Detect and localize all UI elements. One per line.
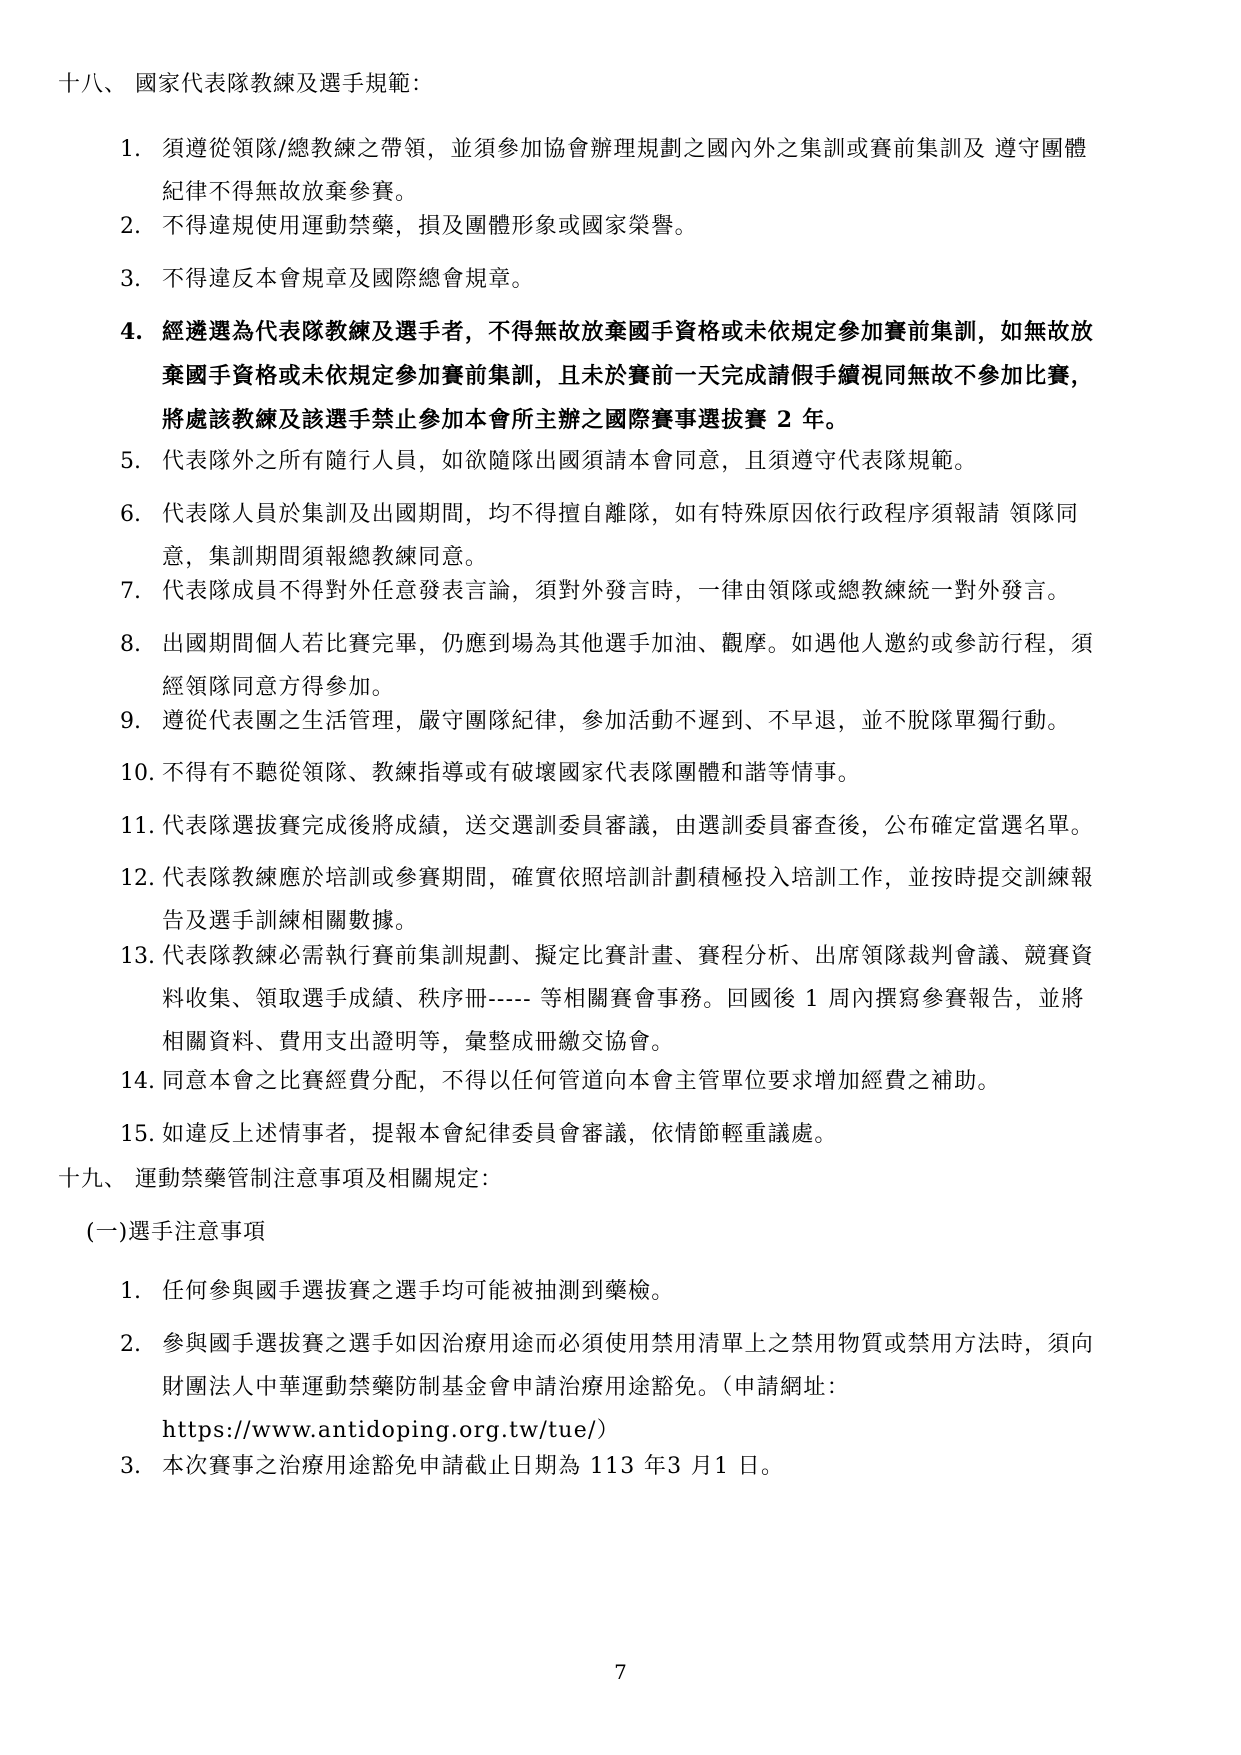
list-item [120, 440, 1160, 483]
item-number: 10. [120, 761, 155, 786]
item-number: 1. [120, 1279, 141, 1304]
item-number: 14. [120, 1069, 155, 1094]
item-text: 出國期間個人若比賽完畢，仍應到場為其他選手加油、觀摩。如遇他人邀約或參訪行程，須 經領隊同意方得參加。 [162, 632, 1095, 700]
item-text: 本次賽事之治療用途豁免申請截止日期為 113 年3 月1 日。 [162, 1454, 785, 1479]
item-number: 8. [120, 632, 141, 657]
subsection-title: (一)選手注意事項 [86, 1220, 267, 1245]
list-item [120, 1323, 1160, 1452]
list-item [120, 205, 1160, 248]
item-number: 7. [120, 579, 141, 604]
item-text: 代表隊人員於集訓及出國期間，均不得擅自離隊，如有特殊原因依行政程序須報請 領隊同 意，集訓期間須報總教練同意。 [162, 502, 1079, 570]
page-number: 7 [614, 1660, 627, 1684]
section-18-title: 十八、 國家代表隊教練及選手規範： [58, 72, 434, 97]
list-item [120, 1270, 1160, 1313]
item-number: 4. [120, 319, 143, 345]
list-item [120, 857, 1160, 943]
list-item [120, 623, 1160, 709]
list-item [120, 1445, 1160, 1488]
item-text: 不得違反本會規章及國際總會規章。 [162, 267, 535, 292]
item-number: 1. [120, 137, 141, 162]
item-text: 不得有不聽從領隊、教練指導或有破壞國家代表隊團體和諧等情事。 [162, 761, 862, 786]
list-item [120, 128, 1160, 214]
list-item [120, 935, 1160, 1064]
item-text: 代表隊選拔賽完成後將成績，送交選訓委員審議，由選訓委員審查後，公布確定當選名單。 [162, 814, 1095, 839]
item-text: 代表隊教練必需執行賽前集訓規劃、擬定比賽計畫、賽程分析、出席領隊裁判會議、競賽資 料收集、領取選手成績、秩序冊----- 等相關賽會事務。回國後 1 周內撰寫參賽報告，並將 相關資料、費用支出證明等，彙整成冊繳交協會。 [162, 944, 1095, 1055]
item-text: 參與國手選拔賽之選手如因治療用途而必須使用禁用清單上之禁用物質或禁用方法時，須向 財團法人中華運動禁藥防制基金會申請治療用途豁免。（申請網址： https://www.antidoping.org.tw/tue/） [162, 1332, 1095, 1443]
item-number: 5. [120, 449, 141, 474]
item-text: 經遴選為代表隊教練及選手者，不得無故放棄國手資格或未依規定參加賽前集訓，如無故放 棄國手資格或未依規定參加賽前集訓，且未於賽前一天完成請假手續視同無故不參加比賽， 將處該教練及該選手禁止參加本會所主辦之國際賽事選拔賽 2 年。 [162, 319, 1095, 433]
item-number: 2. [120, 1332, 141, 1357]
item-text: 代表隊成員不得對外任意發表言論，須對外發言時，一律由領隊或總教練統一對外發言。 [162, 579, 1071, 604]
list-item [120, 700, 1160, 743]
item-number: 6. [120, 502, 141, 527]
item-text: 如違反上述情事者，提報本會紀律委員會審議，依情節輕重議處。 [162, 1122, 838, 1147]
list-item [120, 258, 1160, 301]
item-text: 代表隊教練應於培訓或參賽期間，確實依照培訓計劃積極投入培訓工作，並按時提交訓練報 告及選手訓練相關數據。 [162, 866, 1095, 934]
item-number: 13. [120, 944, 155, 969]
list-item [120, 752, 1160, 795]
item-number: 12. [120, 866, 155, 891]
item-text: 任何參與國手選拔賽之選手均可能被抽測到藥檢。 [162, 1279, 675, 1304]
list-item [120, 805, 1160, 848]
list-item [120, 1060, 1160, 1103]
item-text: 代表隊外之所有隨行人員，如欲隨隊出國須請本會同意，且須遵守代表隊規範。 [162, 449, 978, 474]
list-item [120, 1113, 1160, 1156]
item-number: 3. [120, 267, 141, 292]
item-text: 遵從代表團之生活管理，嚴守團隊紀律，參加活動不遲到、不早退，並不脫隊單獨行動。 [162, 709, 1071, 734]
list-item [120, 570, 1160, 613]
list-item-emphasized [120, 310, 1160, 442]
item-text: 不得違規使用運動禁藥，損及團體形象或國家榮譽。 [162, 214, 698, 239]
item-number: 11. [120, 814, 155, 839]
item-number: 2. [120, 214, 141, 239]
item-number: 3. [120, 1454, 141, 1479]
section-19-title: 十九、 運動禁藥管制注意事項及相關規定： [58, 1167, 503, 1192]
item-number: 15. [120, 1122, 155, 1147]
item-text: 同意本會之比賽經費分配，不得以任何管道向本會主管單位要求增加經費之補助。 [162, 1069, 1001, 1094]
item-text: 須遵從領隊/總教練之帶領，並須參加協會辦理規劃之國內外之集訓或賽前集訓及 遵守團體 紀律不得無故放棄參賽。 [162, 137, 1088, 205]
list-item [120, 493, 1160, 579]
item-number: 9. [120, 709, 141, 734]
